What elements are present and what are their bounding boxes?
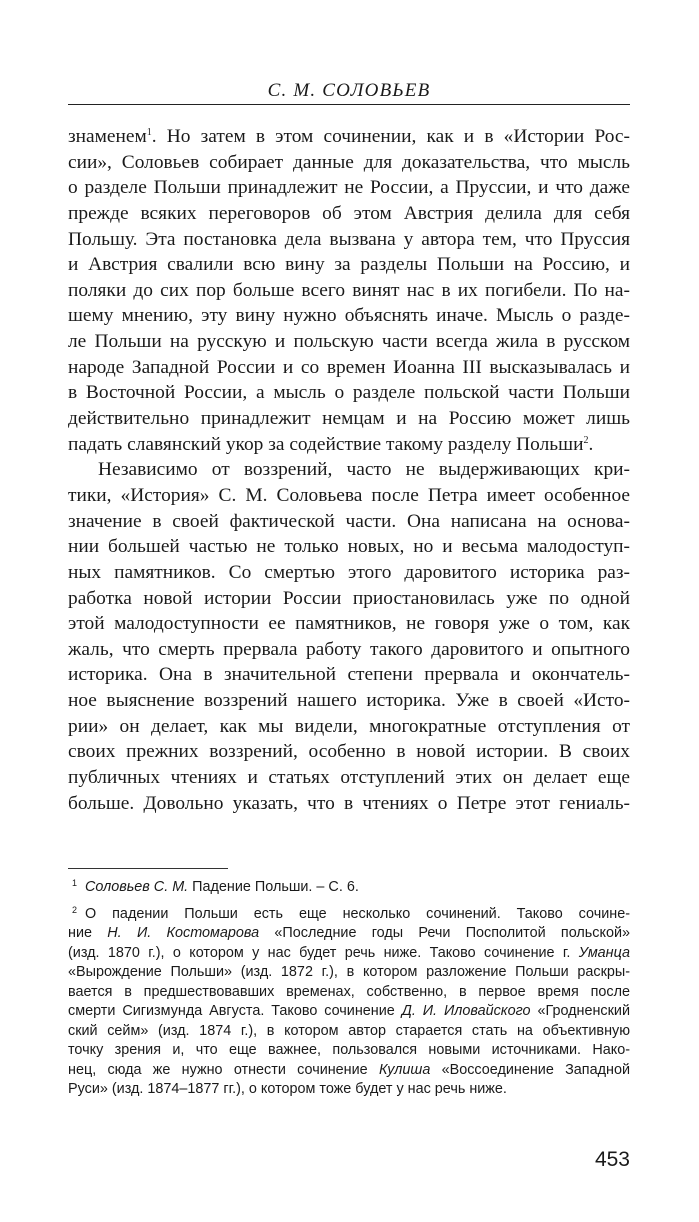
text-line: работка новой истории России приостановилась уже по одной [68,587,630,609]
text-line: падать славянский укор за содействие такому разделу Польши$^2$. [68,433,594,455]
footnote-ref-1[interactable]: 1 [146,127,152,138]
text-line: историка. Она в значительной степени прервала и окончатель- [68,664,630,686]
footnote-author: Соловьев С. М. [85,879,189,895]
text-line: шему мнению, эту вину нужно объяснять иначе. Мысль о разде- [68,305,630,327]
header-rule [68,104,630,105]
footnotes [68,878,630,1100]
footnote-1: $^1$ Соловьев С. М. Падение Польши. – С. 6. [72,878,359,895]
footnote-author: Н. И. Костомарова [107,925,260,941]
text-line: рии» он делает, как мы видели, многократные отступления от [68,715,630,737]
text-line: и Австрия свалили всю вину за разделы Польши на Россию, и [68,254,630,276]
text-line: ное выяснение воззрений нашего историка. Уже в своей «Исто- [68,690,630,712]
main-text [68,124,630,816]
text-line: своих прежних воззрений, особенно в новой истории. В своих [68,741,630,763]
footnote-mark: 1 [72,878,78,888]
footnote-2: $^2$ О падении Польши есть еще несколько сочинений. Таково сочине- ние Н. И. Костомарова «Последние годы Речи Посполитой польской» (изд. 1870 г.), о котором у нас будет речь ниже. Таково сочинение г. Уманца «Вырождение Польши» (изд. 1872 г.), в котором разложение Польши раскры- вается в предшествовавших временах, собственно, в первое время после смерти Сигизмунда Августа. Таково сочинение Д. И. Иловайского «Гродненский ский сейм» (изд. 1874 г.), в котором автор старается стать на объективную точку зрения и, что еще важнее, пользовался новыми источниками. Нако- нец, сюда же нужно отнести сочинение Кулиша «Воссоединение Западной Руси» (изд. 1874–1877 гг.), о котором тоже будет у нас речь ниже. [68,904,630,1097]
footnote-ref-2[interactable]: 2 [583,434,589,446]
text-line: действительно принадлежит немцам и на Россию может лишь [68,408,630,430]
paragraph-2 [68,457,630,816]
paragraph-1 [68,124,630,457]
text-line: в Восточной России, а мысль о разделе польской части Польши [68,382,630,404]
text-line: тики, «История» С. М. Соловьева после Петра имеет особенное [68,484,630,506]
text-line: прежде всяких переговоров об этом Австрия делила для себя [68,202,630,224]
text-line: знаменем$^1$. Но затем в этом сочинении, как и в «Истории Рос- [68,126,630,147]
page-number: 453 [594,1148,630,1171]
running-head: С. М. СОЛОВЬЕВ [267,80,431,101]
text-line: нии большей частью не только новых, но и весьма малодоступ- [68,536,630,558]
text-line: ле Польши на русскую и польскую части всегда жила в русском [68,331,630,353]
text-line: публичных чтениях и статьях отступлений этих он делает еще [68,767,630,789]
footnote-author: Кулиша [378,1061,431,1078]
text-line: Независимо от воззрений, часто не выдерживающих кри- [98,459,630,481]
text-line: народе Западной России и со времен Иоанна III высказывалась и [68,356,630,378]
footnote-author: Д. И. Иловайского [401,1003,531,1019]
text-line: сии», Соловьев собирает данные для доказательства, что мысль [68,151,630,173]
text-line: жаль, что смерть прервала работу такого даровитого и опытного [68,638,630,660]
footnote-mark: 2 [72,904,78,915]
text-line: этой малодоступности ее памятников, не говоря уже о том, как [68,613,630,635]
text-line: ных памятников. Со смертью этого даровитого историка раз- [68,561,630,583]
text-line: Польшу. Эта постановка дела вызвана у автора тем, что Пруссия [68,228,630,250]
text-line: больше. Довольно указать, что в чтениях о Петре этот гениаль- [68,792,630,814]
footnote-author: Уманца [578,944,630,961]
text-line: о разделе Польши принадлежит не России, а Пруссии, и что даже [68,177,630,199]
footnote-rule [68,868,228,869]
text-line: значение в своей фактической части. Она написана на основа- [68,510,630,532]
text-line: поляки до сих пор больше всего винят нас в их погибели. По на- [68,279,630,301]
